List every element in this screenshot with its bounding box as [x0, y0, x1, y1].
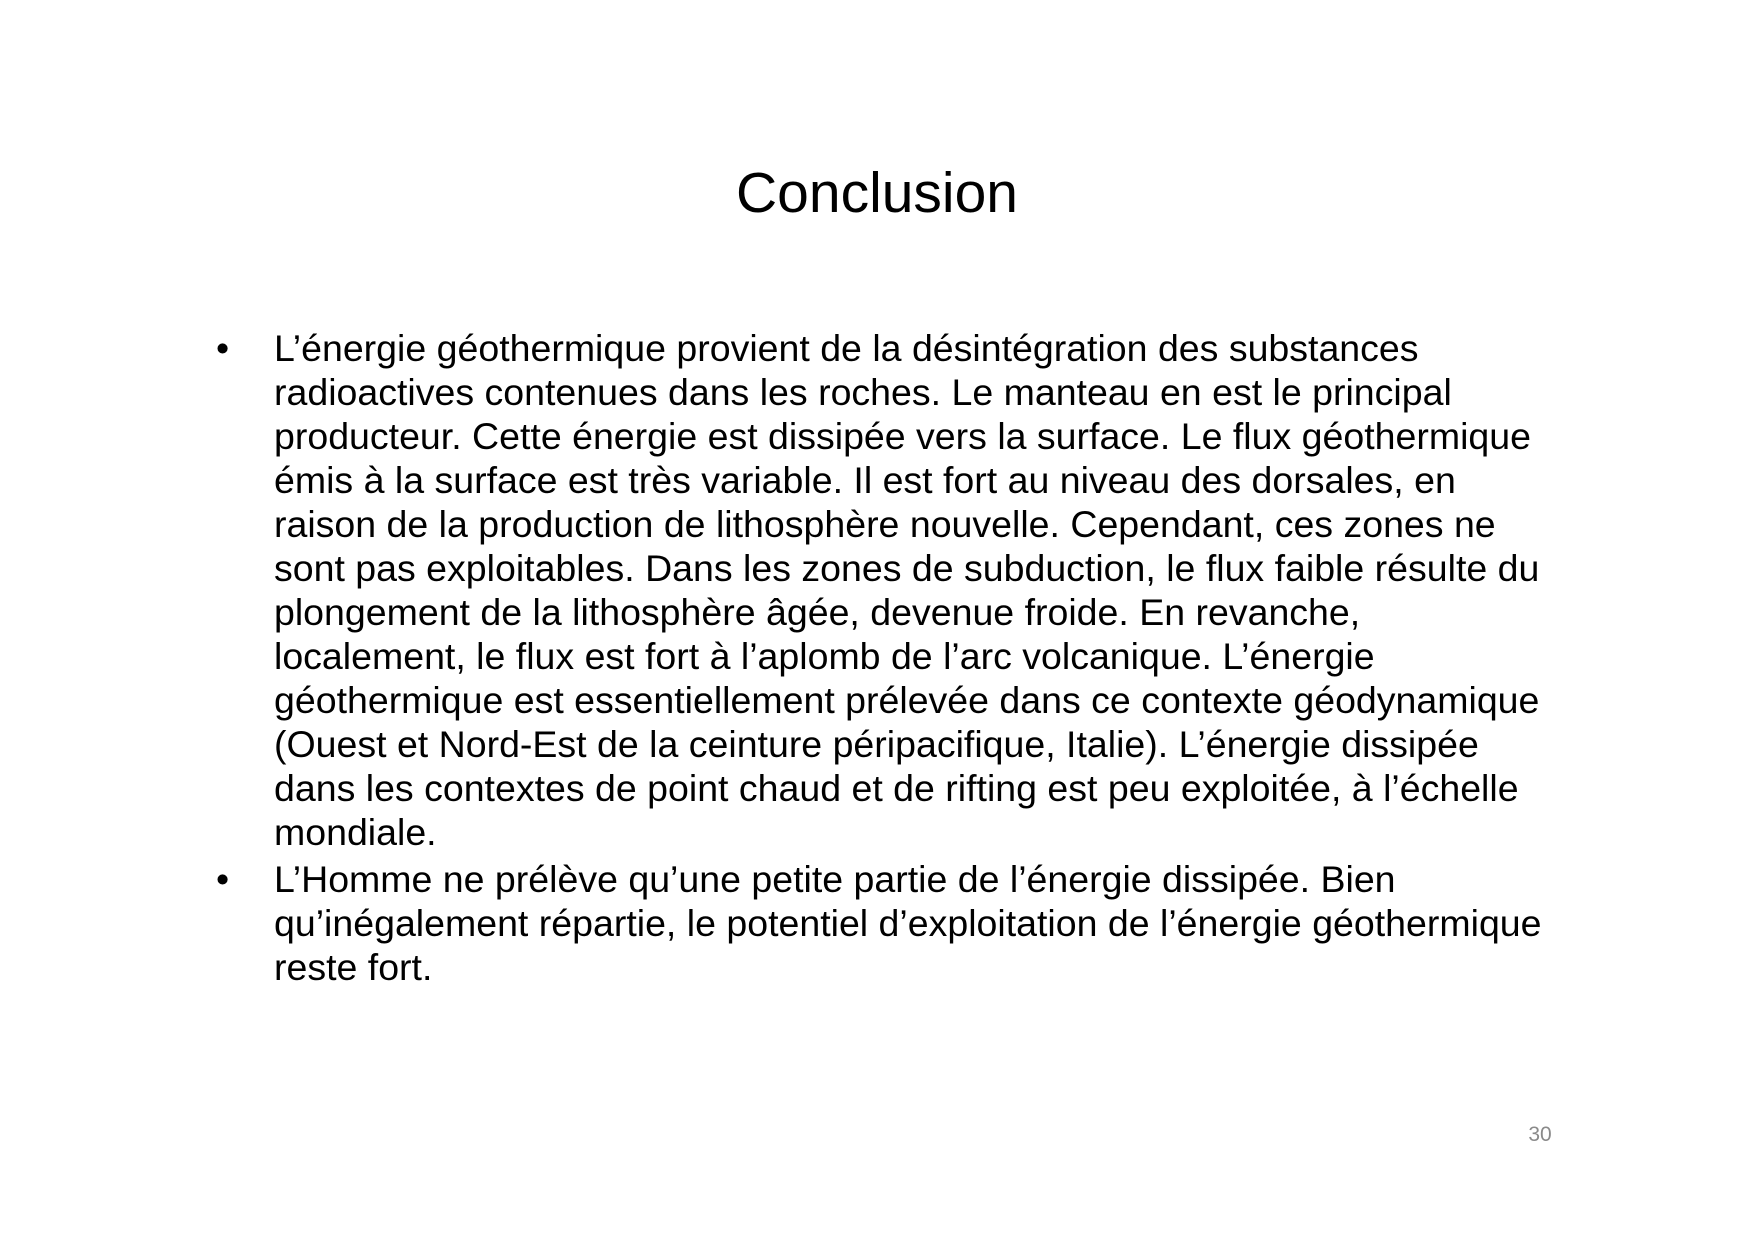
- bullet-marker: •: [216, 327, 230, 369]
- bullet-marker: •: [216, 858, 230, 900]
- slide-title: Conclusion: [736, 161, 1018, 225]
- bullet-item-1: [216, 326, 1556, 854]
- bullet-text: L’Homme ne prélève qu’une petite partie de l’énergie dissipée. Bien qu’inégalement répartie, le potentiel d’exploitation de l’énergie géothermique reste fort.: [274, 858, 1542, 988]
- bullet-text: L’énergie géothermique provient de la désintégration des substances radioactives contenues dans les roches. Le manteau en est le principal producteur. Cette énergie est dissipée vers la surface. Le flux géothermique émis à la surface est très variable. Il est fort au niveau des dorsales, en raison de la production de lithosphère nouvelle. Cependant, ces zones ne sont pas exploitables. Dans les zones de subduction, le flux faible résulte du plongement de la lithosphère âgée, devenue froide. En revanche, localement, le flux est fort à l’aplomb de l’arc volcanique. L’énergie géothermique est essentiellement prélevée dans ce contexte géodynamique (Ouest et Nord-Est de la ceinture péripacifique, Italie). L’énergie dissipée dans les contextes de point chaud et de rifting est peu exploitée, à l’échelle mondiale.: [274, 327, 1540, 853]
- bullet-list: [216, 326, 1556, 992]
- page-number: 30: [1528, 1123, 1552, 1146]
- bullet-item-2: [216, 857, 1556, 989]
